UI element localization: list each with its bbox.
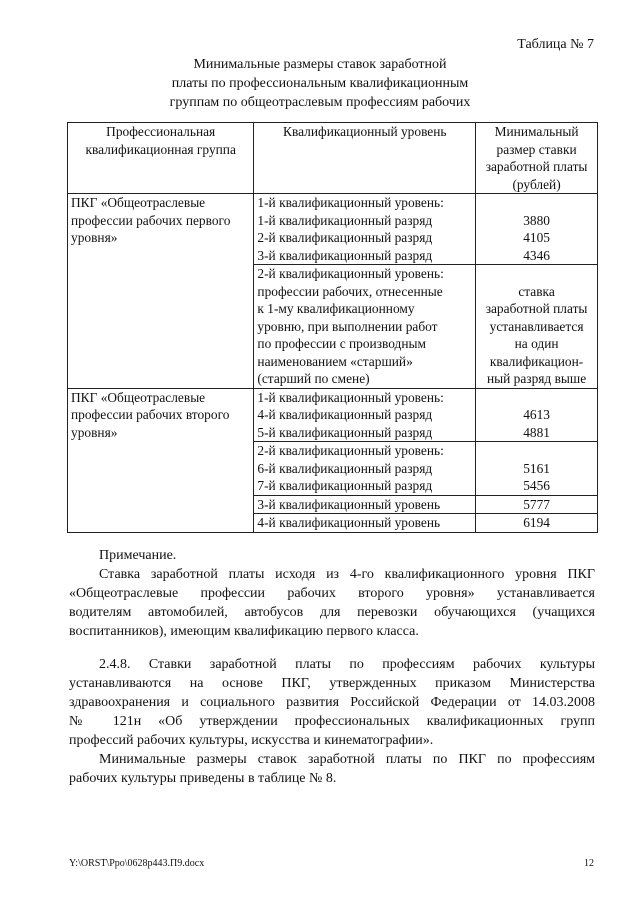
closing-paragraph <box>69 750 595 788</box>
group-name-line: ПКГ «Общеотраслевые <box>71 389 206 405</box>
rate-value: 4881 <box>523 424 550 440</box>
header-text: Минимальный <box>494 124 579 139</box>
section-line: устанавливаются на основе ПКГ, утвержденных приказом Министерства <box>69 676 595 691</box>
section-text: 2.4.8. Ставки заработной платы по профессиям рабочих культуры <box>99 657 595 672</box>
level-cell <box>254 514 476 533</box>
note-text: Ставка заработной платы исходя из 4-го квалификационного уровня ПКГ <box>99 567 595 582</box>
table-row <box>68 388 598 442</box>
table-row <box>68 194 598 265</box>
level-line: 1-й квалификационный уровень: <box>257 389 444 405</box>
level-cell <box>254 388 476 442</box>
table-header-row <box>68 123 598 194</box>
level-line: уровню, при выполнении работ <box>257 318 438 334</box>
rate-value: 3880 <box>523 212 550 228</box>
level-cell <box>254 495 476 514</box>
closing-text: Минимальные размеры ставок заработной платы по ПКГ по профессиям <box>99 752 595 767</box>
level-line: 2-й квалификационный уровень: <box>257 443 444 458</box>
rate-cell <box>476 442 598 496</box>
group-name-cell <box>68 388 254 532</box>
header-text: (рублей) <box>512 176 561 192</box>
level-line: 1-й квалификационный разряд <box>257 212 433 228</box>
rate-value: 4346 <box>523 247 550 263</box>
header-group <box>68 123 254 194</box>
group-name-line: уровня» <box>71 424 118 440</box>
note-block <box>69 546 595 641</box>
rate-blank <box>479 265 594 283</box>
rate-value: 5777 <box>523 496 550 512</box>
header-rate <box>476 123 598 194</box>
level-line: 5-й квалификационный разряд <box>257 424 433 440</box>
level-cell <box>254 194 476 265</box>
level-cell <box>254 442 476 496</box>
header-level <box>254 123 476 194</box>
rate-note-line: квалификацион- <box>489 353 584 369</box>
note-line: «Общеотраслевые профессии рабочих второго уровня» устанавливается <box>69 586 595 601</box>
level-cell <box>254 265 476 389</box>
level-line: по профессии с производным <box>257 336 426 351</box>
group-name-line: уровня» <box>71 230 118 245</box>
level-line: 4-й квалификационный разряд <box>257 407 433 422</box>
group-name-line: профессии рабочих второго <box>71 407 230 422</box>
rate-cell <box>476 265 598 389</box>
footer-file-path: Y:\ORST\Ppo\0628p443.П9.docx <box>69 858 205 869</box>
rate-cell <box>476 194 598 265</box>
level-line: (старший по смене) <box>257 371 370 386</box>
rate-note-line: на один <box>514 336 559 351</box>
level-line: 2-й квалификационный уровень: <box>257 266 444 281</box>
level-line: 1-й квалификационный уровень: <box>257 195 444 210</box>
rate-value: 6194 <box>523 515 550 530</box>
closing-line: рабочих культуры приведены в таблице № 8. <box>69 771 337 786</box>
level-line: к 1-му квалификационному <box>257 301 415 316</box>
level-line: 2-й квалификационный разряд <box>257 230 433 245</box>
header-text: заработной платы <box>485 159 588 174</box>
rate-note-line: ставка <box>518 283 555 299</box>
group-name-line: ПКГ «Общеотраслевые <box>71 195 206 210</box>
level-line: 3-й квалификационный уровень <box>257 496 441 512</box>
rate-note-line: устанавливается <box>489 318 584 334</box>
rate-value: 4105 <box>523 230 550 245</box>
section-line: профессий рабочих культуры, искусства и кинематографии». <box>69 733 434 748</box>
rate-blank <box>479 389 594 407</box>
closing-line <box>69 750 595 769</box>
note-line: водителям автомобилей, автобусов для перевозки обучающихся (учащихся <box>69 605 595 620</box>
level-line: 3-й квалификационный разряд <box>257 247 433 263</box>
header-text: Квалификационный уровень <box>283 124 447 139</box>
table-label: Таблица № 7 <box>517 37 594 52</box>
group-name-cell <box>68 194 254 389</box>
note-line: воспитанников), имеющим квалификацию первого класса. <box>69 624 419 639</box>
rate-cell <box>476 514 598 533</box>
note-line <box>69 565 595 584</box>
level-line: профессии рабочих, отнесенные <box>257 283 443 299</box>
level-line: 6-й квалификационный разряд <box>257 460 433 476</box>
header-text: квалификационная группа <box>85 141 236 157</box>
rate-blank <box>479 442 594 460</box>
section-2-4-8 <box>69 655 595 750</box>
table-title-line: платы по профессиональным квалификационным <box>171 76 469 91</box>
rate-cell <box>476 388 598 442</box>
table-title-line: группам по общеотраслевым профессиям рабочих <box>169 95 471 110</box>
rate-blank <box>479 194 594 212</box>
rate-value: 5456 <box>523 478 550 493</box>
level-line: наименованием «старший» <box>257 353 413 369</box>
group-name-line: профессии рабочих первого <box>71 212 231 228</box>
page-number: 12 <box>584 858 594 869</box>
rate-note-line: ный разряд выше <box>486 371 587 386</box>
section-line: № 121н «Об утверждении профессиональных квалификационных групп <box>69 714 595 729</box>
rate-value: 5161 <box>523 460 550 476</box>
header-text: размер ставки <box>496 141 577 157</box>
level-line: 4-й квалификационный уровень <box>257 515 441 530</box>
table-title-line: Минимальные размеры ставок заработной <box>193 57 447 72</box>
note-heading: Примечание. <box>99 548 177 563</box>
level-line: 7-й квалификационный разряд <box>257 478 433 493</box>
salary-table <box>67 122 598 533</box>
note-heading-line <box>69 546 595 565</box>
rate-note-line: заработной платы <box>485 301 588 316</box>
section-line <box>69 655 595 674</box>
rate-value: 4613 <box>523 407 550 422</box>
section-line: здравоохранения и социального развития Российской Федерации от 14.03.2008 <box>69 695 595 710</box>
rate-cell <box>476 495 598 514</box>
header-text: Профессиональная <box>106 124 216 139</box>
